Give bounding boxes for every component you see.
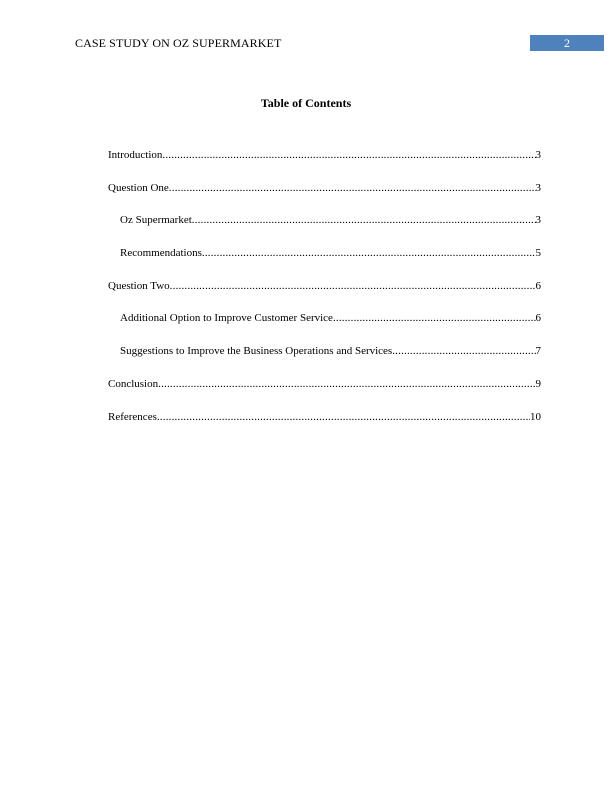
toc-entry-page: 7 [535,345,541,358]
toc-entry-oz-supermarket[interactable] [108,214,541,247]
toc-entry-introduction[interactable] [108,149,541,182]
dot-leader [333,312,536,324]
toc-entry-page: 10 [530,410,541,423]
toc-entry-additional-option[interactable] [108,312,541,345]
toc-entry-page: 3 [535,181,541,194]
toc-entry-suggestions[interactable] [108,345,541,378]
toc-entry-label: Conclusion [108,377,159,390]
toc-heading: Table of Contents [260,96,352,110]
toc-entry-page: 3 [535,149,541,161]
toc-entry-question-two[interactable] [108,280,541,313]
dot-leader [202,247,536,259]
toc-entry-label: Question Two [108,279,170,292]
toc-entry-page: 9 [535,377,541,390]
toc-entry-label: Recommendations [120,247,202,260]
dot-leader [158,378,535,390]
toc-entry-label: Oz Supermarket [120,214,192,227]
running-header-title: CASE STUDY ON OZ SUPERMARKET [75,36,282,50]
toc-entry-page: 6 [535,279,541,292]
dot-leader [157,411,530,423]
toc-entry-label: References [108,410,157,423]
toc-entry-page: 6 [535,312,541,325]
page-number-badge: 2 [530,35,604,51]
toc-entry-references[interactable] [108,411,541,444]
dot-leader [170,280,536,292]
dot-leader [169,182,536,194]
toc-entry-label: Question One [108,181,169,194]
toc-entry-page: 3 [535,214,541,227]
toc-entry-page: 5 [535,247,541,260]
toc-entry-recommendations[interactable] [108,247,541,280]
table-of-contents [108,149,541,443]
toc-entry-label: Additional Option to Improve Customer Service [120,312,333,325]
dot-leader [162,149,535,161]
toc-entry-conclusion[interactable] [108,378,541,411]
dot-leader [192,214,536,226]
toc-entry-question-one[interactable] [108,182,541,215]
dot-leader [392,345,535,357]
toc-entry-label: Suggestions to Improve the Business Operations and Services [120,345,393,358]
toc-entry-label: Introduction [108,149,163,161]
